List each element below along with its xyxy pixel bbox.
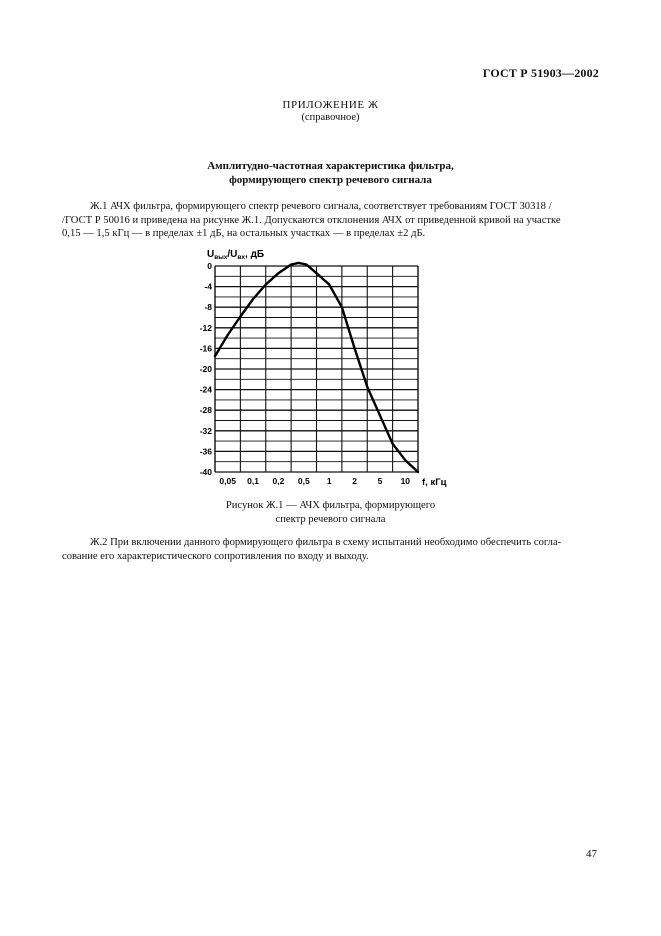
y-tick-label: -32 [199, 425, 212, 436]
x-tick-label: 0,1 [247, 476, 259, 486]
y-axis-label: $U_{вых}/U_{вх}$, дБ [207, 249, 265, 261]
x-tick-label: 1 [326, 476, 332, 486]
x-tick-label: 10 [400, 476, 411, 486]
x-tick-label: 2 [352, 476, 357, 486]
figure-caption [0, 499, 661, 526]
y-tick-label: -24 [199, 384, 212, 395]
x-tick-label: 0,05 [219, 476, 236, 486]
y-tick-label: -8 [204, 302, 212, 313]
y-tick-label: -40 [199, 467, 212, 477]
chart-grid [215, 266, 418, 472]
y-tick-label: -20 [199, 364, 212, 374]
frequency-response-chart [195, 244, 465, 490]
y-tick-label: 0 [207, 261, 212, 271]
y-tick-label: -16 [199, 343, 212, 354]
paragraph-zh2-line2: сование его характеристического сопротивления по входу и выходу. [62, 550, 369, 562]
x-tick-label: 0,2 [272, 476, 285, 486]
paragraph-zh1 [62, 200, 599, 241]
x-axis-label: f, кГц [422, 477, 447, 488]
x-tick-labels [219, 476, 410, 486]
paragraph-zh1-line2: /ГОСТ Р 50016 и приведена на рисунке Ж.1. Допускаются отклонения АЧХ от приведенной кривой на участке [62, 214, 561, 226]
appendix-subtitle: (справочное) [301, 112, 360, 123]
figure-caption-line2: спектр речевого сигнала [275, 513, 386, 525]
y-tick-label: -28 [199, 405, 212, 416]
section-title-line2: формирующего спектр речевого сигнала [229, 174, 432, 186]
appendix-title: ПРИЛОЖЕНИЕ Ж [282, 99, 379, 111]
paragraph-zh1-line1: Ж.1 АЧХ фильтра, формирующего спектр речевого сигнала, соответствует требованиям ГОСТ 30318 / [90, 201, 552, 212]
section-title [0, 159, 661, 187]
page-number: 47 [586, 848, 597, 860]
y-tick-label: -36 [199, 446, 212, 457]
y-tick-label: -12 [199, 322, 212, 333]
y-tick-labels [200, 261, 213, 477]
x-tick-label: 0,5 [297, 476, 310, 486]
y-tick-label: -4 [204, 281, 212, 292]
paragraph-zh2 [62, 536, 599, 563]
figure-caption-line1: Рисунок Ж.1 — АЧХ фильтра, формирующего [225, 500, 436, 511]
x-tick-label: 5 [377, 476, 383, 486]
section-title-line1: Амплитудно-частотная характеристика фильтра, [207, 160, 454, 172]
standard-number: ГОСТ Р 51903—2002 [482, 66, 599, 80]
paragraph-zh2-line1: Ж.2 При включении данного формирующего фильтра в схему испытаний необходимо обеспечить согла- [90, 537, 562, 548]
paragraph-zh1-line3: 0,15 — 1,5 кГц — в пределах ±1 дБ, на остальных участках — в пределах ±2 дБ. [62, 228, 426, 240]
